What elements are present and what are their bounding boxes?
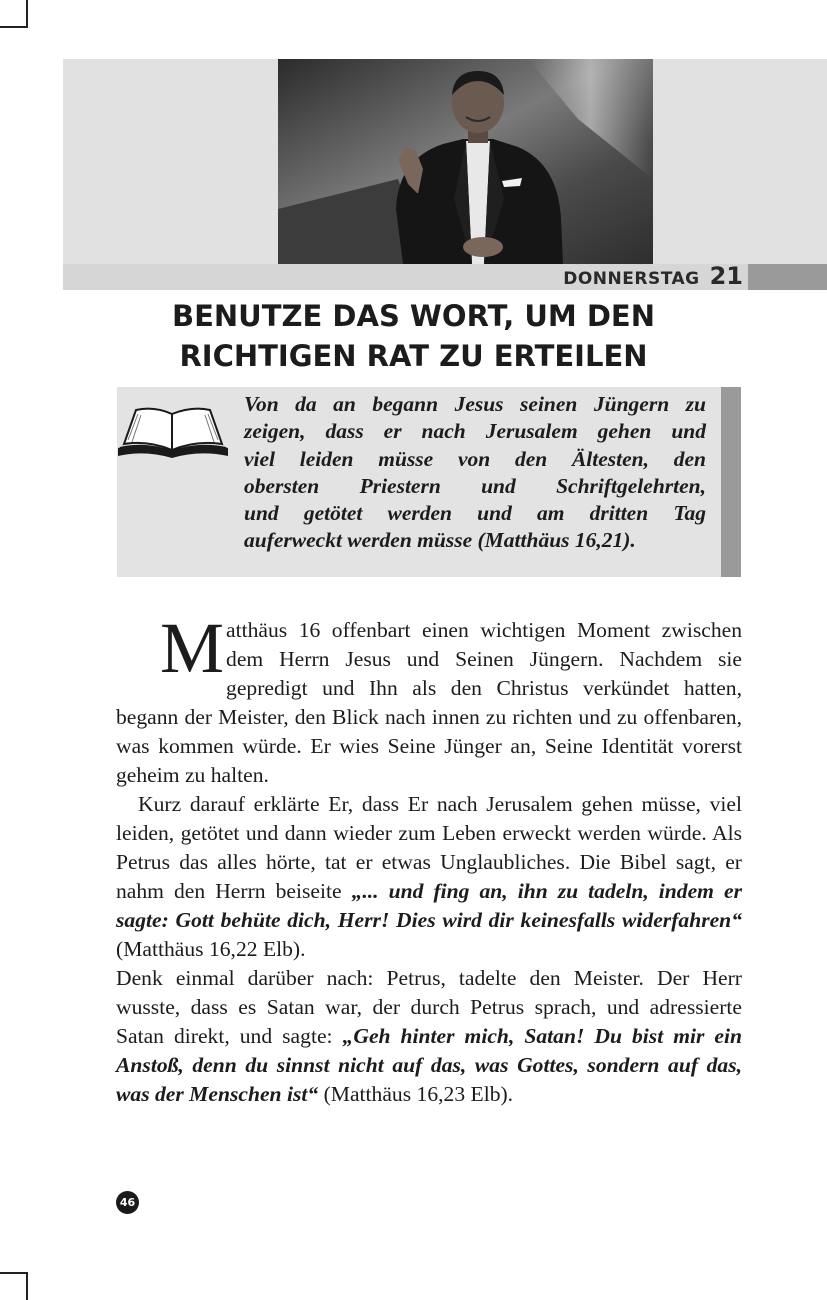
verse-line: zeigen, dass er nach Jerusalem gehen und bbox=[244, 419, 706, 444]
crop-mark-bottom-horizontal bbox=[0, 1272, 28, 1274]
paragraph-1-text: atthäus 16 offenbart einen wichtigen Moment zwischen dem Herrn Jesus und Seinen Jüngern. Nachdem sie gepredigt und Ihn als den Christus verkündet hatten, begann der Meister, den Blick nach innen zu richten und zu offenbaren, was kommen würde. Er wies Seine Jünger an, Seine Identität vorerst geheim zu halten. bbox=[116, 618, 742, 787]
paragraph-3-text: Denk einmal darüber nach: Petrus, tadelte den Meister. Der Herr wusste, dass es Satan war, der durch Petrus sprach, und adressierte Satan direkt, und sagte: bbox=[116, 966, 742, 1048]
verse-line: Von da an begann Jesus seinen Jüngern zu bbox=[244, 392, 706, 416]
scripture-quote: „... und fing an, ihn zu tadeln, indem er sagte: Gott behüte dich, Herr! Dies wird dir keinesfalls widerfahren“ bbox=[116, 879, 742, 932]
speaker-photo bbox=[278, 59, 653, 264]
scripture-verse bbox=[244, 391, 706, 555]
scripture-reference: (Matthäus 16,23 Elb). bbox=[318, 1082, 514, 1106]
crop-mark-bottom-vertical bbox=[26, 1272, 28, 1300]
day-number: 21 bbox=[709, 262, 743, 290]
page-title bbox=[100, 296, 727, 376]
verse-line: viel leiden müsse von den Ältesten, den bbox=[244, 446, 706, 471]
crop-mark-top-vertical bbox=[26, 0, 28, 28]
paragraph-1 bbox=[116, 608, 742, 790]
crop-mark-top-horizontal bbox=[0, 26, 28, 28]
verse-line: auferweckt werden müsse (Matthäus 16,21). bbox=[244, 528, 636, 553]
scripture-box-bar bbox=[721, 387, 741, 577]
title-line-1: BENUTZE DAS WORT, UM DEN bbox=[171, 299, 656, 333]
drop-cap: M bbox=[160, 608, 225, 688]
scripture-quote: „Geh hinter mich, Satan! Du bist mir ein Anstoß, denn du sinnst nicht auf das, was Gottes, sondern auf das, was der Menschen ist“ bbox=[116, 1024, 743, 1106]
page-number: 46 bbox=[116, 1191, 139, 1214]
verse-line: obersten Priestern und Schriftgelehrten, bbox=[244, 473, 706, 498]
date-label bbox=[563, 262, 743, 292]
title-line-2: RICHTIGEN RAT ZU ERTEILEN bbox=[179, 339, 648, 373]
open-book-icon bbox=[114, 404, 232, 462]
paragraph-2-text: Kurz darauf erklärte Er, dass Er nach Jerusalem gehen müsse, viel leiden, getötet und dann wieder zum Leben erweckt werden würde. Als Petrus das alles hörte, tat er etwas Unglaubliches. Die Bibel sagt, er nahm den Herrn beiseite bbox=[116, 792, 742, 903]
verse-line: und getötet werden und am dritten Tag bbox=[244, 501, 706, 526]
devotional-body bbox=[116, 608, 743, 1109]
date-tab bbox=[748, 264, 827, 290]
paragraph-2 bbox=[116, 790, 742, 964]
paragraph-3 bbox=[116, 964, 742, 1109]
weekday-label: DONNERSTAG bbox=[563, 269, 700, 289]
scripture-reference: (Matthäus 16,22 Elb). bbox=[116, 937, 306, 961]
